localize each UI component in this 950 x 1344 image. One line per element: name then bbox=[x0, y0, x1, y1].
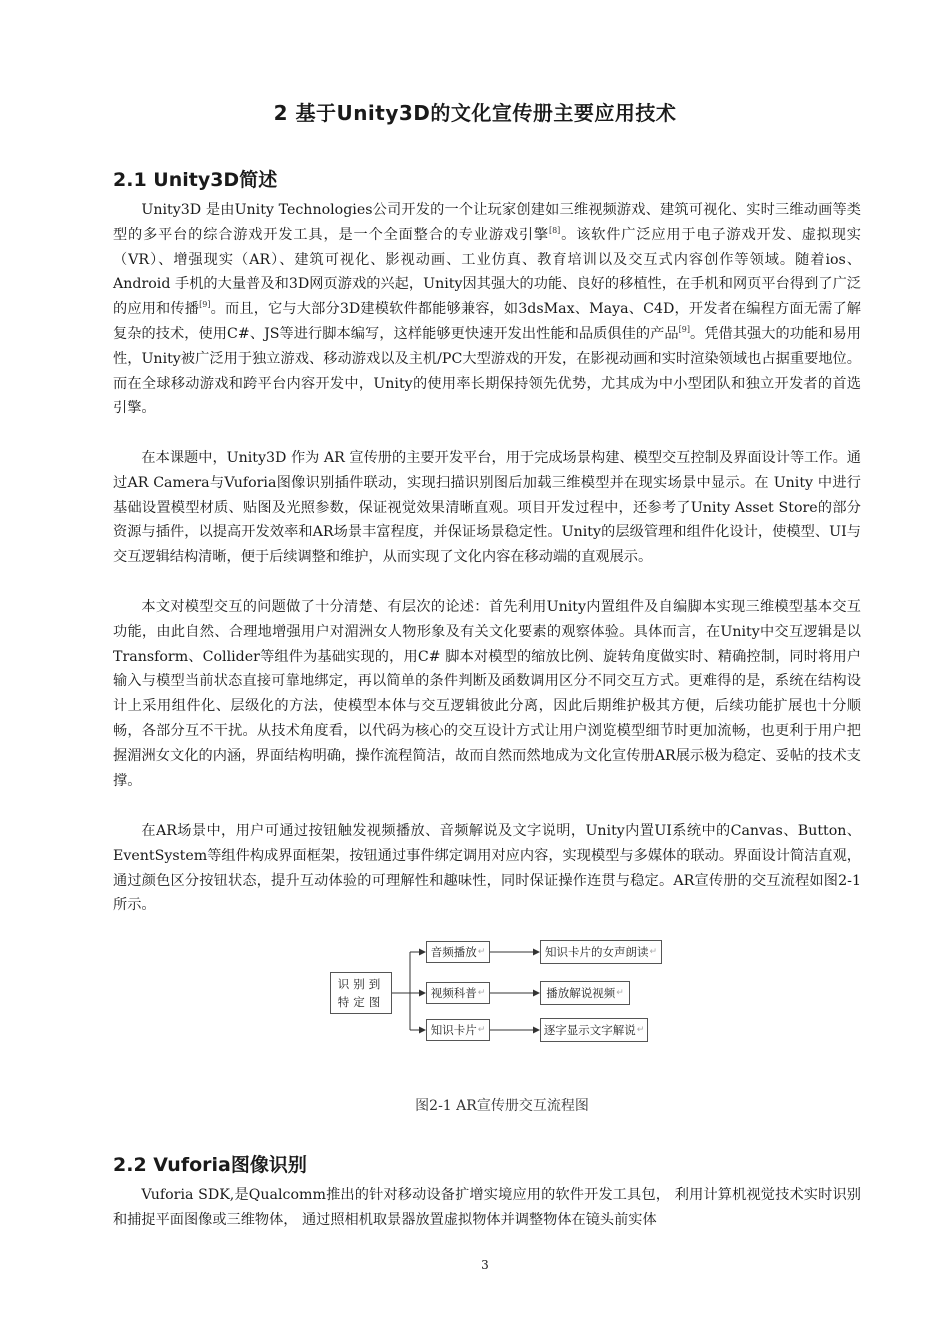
node-label: 识别到 bbox=[337, 977, 385, 991]
section-heading-2-2: 2.2 Vuforia图像识别 bbox=[113, 1154, 307, 1176]
paragraph-project-platform: 在本课题中，Unity3D 作为 AR 宣传册的主要开发平台，用于完成场景构建、模型交互控制及界面设计等工作。通过AR Camera与Vuforia图像识别插件联动，实现扫描识别图后加载三维模型并在现实场景中显示。在 Unity 中进行基础设置模型材质、贴图及光照参数，保证视觉效果清晰直观。项目开发过程中，还参考了Unity Asset Store的部分资源与插件，以提高开发效率和AR场景丰富程度，并保证场景稳定性。Unity的层级管理和组件化设计，使模型、UI与交互逻辑结构清晰，便于后续调整和维护，从而实现了文化内容在移动端的直观展示。 bbox=[113, 450, 861, 566]
paragraph-text: 。凭借其强大的功能和易用性，Unity被广泛用于独立游戏、移动游戏以及主机/PC大型游戏的开发，在影视动画和实时渲染领域也占据重要地位。而在全球移动游戏和跨平台内容开发中，Unity的使用率长期保持领先优势，尤其成为中小型团队和独立开发者的首选引擎。 bbox=[113, 325, 861, 417]
node-label: 音频播放 bbox=[430, 945, 477, 959]
return-mark: ↵ bbox=[477, 988, 486, 998]
paragraph-model-interaction: 本文对模型交互的问题做了十分清楚、有层次的论述：首先利用Unity内置组件及自编脚本实现三维模型基本交互功能，由此自然、合理地增强用户对湄洲女人物形象及有关文化要素的观察体验。具体而言，在Unity中交互逻辑是以Transform、Collider等组件为基础实现的，用C# 脚本对模型的缩放比例、旋转角度做实时、精确控制，同时将用户输入与模型当前状态直接可靠地绑定，再以简单的条件判断及函数调用区分不同交互方式。更难得的是，系统在结构设计上采用组件化、层级化的方法，使模型本体与交互逻辑彼此分离，因此后期维护极其方便，后续功能扩展也十分顺畅，各部分互不干扰。从技术角度看，以代码为核心的交互设计方式让用户浏览模型细节时更加流畅，也更利于用户把握湄洲女文化的内涵，界面结构明确，操作流程简洁，故而自然而然地成为文化宣传册AR展示极为稳定、妥帖的技术支撑。 bbox=[113, 599, 861, 789]
node-play-narration-video bbox=[540, 981, 630, 1005]
node-label: 知识卡片的女声朗读 bbox=[544, 945, 649, 959]
figure-caption: 图2-1 AR宣传册交互流程图 bbox=[415, 1098, 589, 1114]
node-audio-play bbox=[426, 941, 490, 963]
node-knowledge-card bbox=[426, 1019, 490, 1041]
paragraph-ar-ui: 在AR场景中，用户可通过按钮触发视频播放、音频解说及文字说明，Unity内置UI系统中的Canvas、Button、EventSystem等组件构成界面框架，按钮通过事件绑定调用对应内容，实现模型与多媒体的联动。界面设计简洁直观，通过颜色区分按钮状态，提升互动体验的可理解性和趣味性，同时保证操作连贯与稳定。AR宣传册的交互流程如图2-1所示。 bbox=[113, 823, 861, 914]
paragraph-text: 。而且，它与大部分3D建模软件都能够兼容，如3dsMax、Maya、C4D，开发者在编程方面无需了解复杂的技术，使用C#、JS等进行脚本编写，这样能够更快速开发出性能和品质俱佳的产品 bbox=[113, 301, 861, 342]
citation-ref: [9] bbox=[199, 300, 211, 310]
paragraph-text: Unity3D 是由Unity Technologies公司开发的一个让玩家创建如三维视频游戏、建筑可视化、实时三维动画等类型的多平台的综合游戏开发工具，是一个全面整合的专业游戏引擎 bbox=[113, 202, 861, 243]
paragraph-unity-overview bbox=[113, 198, 861, 421]
chapter-title: 2 基于Unity3D的文化宣传册主要应用技术 bbox=[273, 101, 677, 125]
paragraph-text: 。该软件广泛应用于电子游戏开发、虚拟现实（VR）、增强现实（AR）、建筑可视化、影视动画、工业仿真、教育培训以及交互式内容创作等领域。随着ios、Android 手机的大量普及和3D网页游戏的兴起，Unity因其强大的功能、良好的移植性，在手机和网页平台得到了广泛的应用和传播 bbox=[113, 226, 861, 318]
return-mark: ↵ bbox=[649, 947, 658, 957]
node-label: 播放解说视频 bbox=[546, 986, 616, 1000]
page-number: 3 bbox=[481, 1258, 489, 1272]
node-label: 特定图 bbox=[337, 995, 385, 1009]
section-heading-2-1: 2.1 Unity3D简述 bbox=[113, 169, 278, 191]
node-label: 知识卡片 bbox=[430, 1023, 477, 1037]
node-video-science bbox=[426, 982, 490, 1004]
node-image-recognized bbox=[330, 972, 392, 1014]
node-label: 逐字显示文字解说 bbox=[543, 1023, 636, 1037]
return-mark: ↵ bbox=[636, 1025, 645, 1035]
node-female-voice-reading bbox=[540, 940, 662, 964]
return-mark: ↵ bbox=[616, 988, 624, 998]
return-mark: ↵ bbox=[477, 1025, 486, 1035]
paragraph-vuforia-intro: Vuforia SDK,是Qualcomm推出的针对移动设备扩增实境应用的软件开发工具包， 利用计算机视觉技术实时识别和捕捉平面图像或三维物体， 通过照相机取景器放置虚拟物体并调整物体在镜头前实体 bbox=[113, 1187, 861, 1228]
interaction-flow-diagram bbox=[330, 938, 670, 1048]
citation-ref: [8] bbox=[548, 225, 561, 235]
node-label: 视频科普 bbox=[430, 986, 477, 1000]
citation-ref: [9] bbox=[678, 324, 690, 334]
return-mark: ↵ bbox=[477, 947, 486, 957]
node-typewriter-text bbox=[540, 1018, 648, 1042]
